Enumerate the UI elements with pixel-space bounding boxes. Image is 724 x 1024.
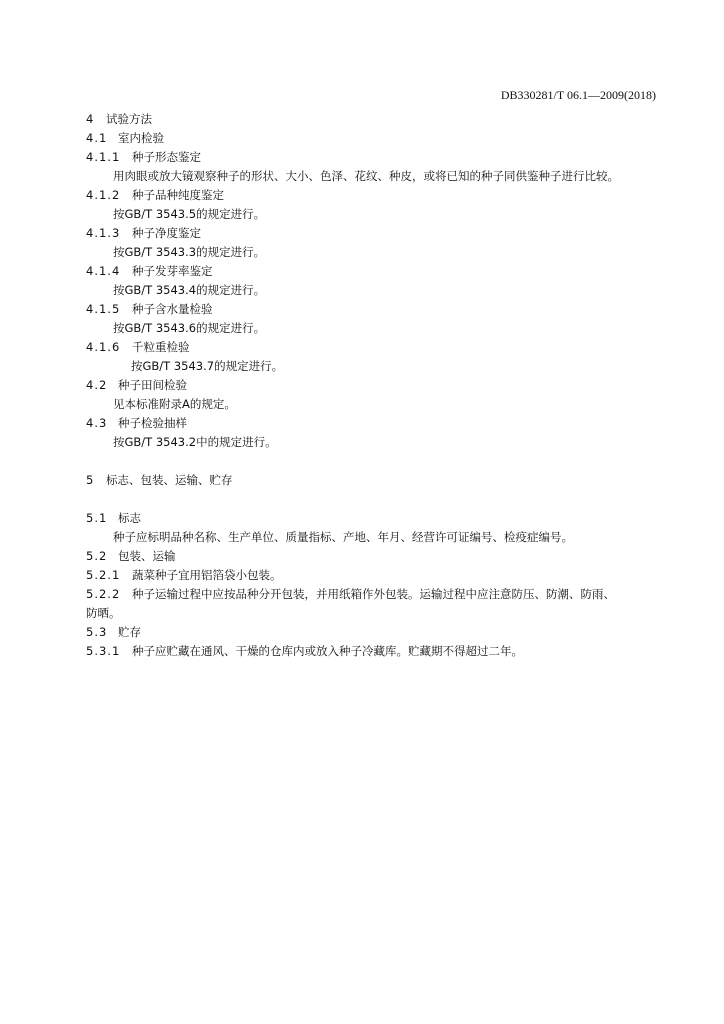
document-id: DB330281/T 06.1—2009(2018) [500,88,656,102]
section-4-2-heading [86,376,666,395]
section-number: 5.2 [86,549,108,563]
section-5-heading [86,471,666,490]
section-5-3-1-item [86,642,666,661]
section-5-2-2-item [86,585,666,604]
section-4-3-heading [86,414,666,433]
section-5-1-text: 种子应标明品种名称、生产单位、质量指标、产地、年月、经营许可证编号、检疫症编号。 [113,530,573,544]
section-number: 4.1 [86,131,108,145]
section-number: 4.1.1 [86,150,121,164]
section-5-2-1-item [86,566,666,585]
spacer [86,490,666,509]
section-number: 4.3 [86,416,108,430]
section-number: 4.1.4 [86,264,121,278]
section-4-1-6-text: 按GB/T 3543.7的规定进行。 [131,359,284,373]
section-4-1-5-heading [86,300,666,319]
section-number: 4.1.3 [86,226,121,240]
section-number: 5.3 [86,625,108,639]
section-4-1-1-text: 用肉眼或放大镜观察种子的形状、大小、色泽、花纹、种皮，或将已知的种子同供鉴种子进行比较。 [113,169,619,183]
spacer [86,452,666,471]
section-number: 5.2.1 [86,568,121,582]
section-title: 室内检验 [118,131,164,145]
section-4-2-text: 见本标准附录A的规定。 [113,397,236,411]
section-4-1-4-heading [86,262,666,281]
section-4-1-4-text: 按GB/T 3543.4的规定进行。 [113,283,266,297]
section-4-1-heading [86,129,666,148]
section-title: 标志 [118,511,141,525]
section-title: 种子净度鉴定 [132,226,201,240]
section-number: 4 [86,112,95,126]
section-title: 种子检验抽样 [118,416,187,430]
section-number: 5.2.2 [86,587,121,601]
document-body [86,110,666,661]
section-title: 标志、包装、运输、贮存 [106,473,233,487]
section-title: 试验方法 [106,112,152,126]
section-title: 种子品种纯度鉴定 [132,188,224,202]
section-5-2-2-continuation: 防晒。 [86,606,121,620]
section-number: 4.1.6 [86,340,121,354]
section-number: 4.1.5 [86,302,121,316]
section-text: 种子运输过程中应按品种分开包装，并用纸箱作外包装。运输过程中应注意防压、防潮、防雨、 [132,587,615,601]
section-4-1-2-heading [86,186,666,205]
section-title: 种子含水量检验 [132,302,213,316]
section-4-1-6-heading [86,338,666,357]
section-text: 蔬菜种子宜用铝箔袋小包装。 [132,568,282,582]
section-title: 种子发芽率鉴定 [132,264,213,278]
section-5-2-heading [86,547,666,566]
section-5-1-heading [86,509,666,528]
section-5-3-heading [86,623,666,642]
section-4-1-3-heading [86,224,666,243]
section-4-1-2-text: 按GB/T 3543.5的规定进行。 [113,207,266,221]
section-4-heading [86,110,666,129]
section-number: 5.1 [86,511,108,525]
section-number: 4.1.2 [86,188,121,202]
section-title: 千粒重检验 [132,340,190,354]
section-4-1-3-text: 按GB/T 3543.3的规定进行。 [113,245,266,259]
section-number: 5 [86,473,95,487]
section-number: 4.2 [86,378,108,392]
section-number: 5.3.1 [86,644,121,658]
section-title: 贮存 [118,625,141,639]
section-4-1-1-heading [86,148,666,167]
section-title: 种子田间检验 [118,378,187,392]
section-title: 包装、运输 [118,549,176,563]
section-text: 种子应贮藏在通风、干燥的仓库内或放入种子冷藏库。贮藏期不得超过二年。 [132,644,523,658]
section-title: 种子形态鉴定 [132,150,201,164]
section-4-1-5-text: 按GB/T 3543.6的规定进行。 [113,321,266,335]
section-4-3-text: 按GB/T 3543.2中的规定进行。 [113,435,277,449]
